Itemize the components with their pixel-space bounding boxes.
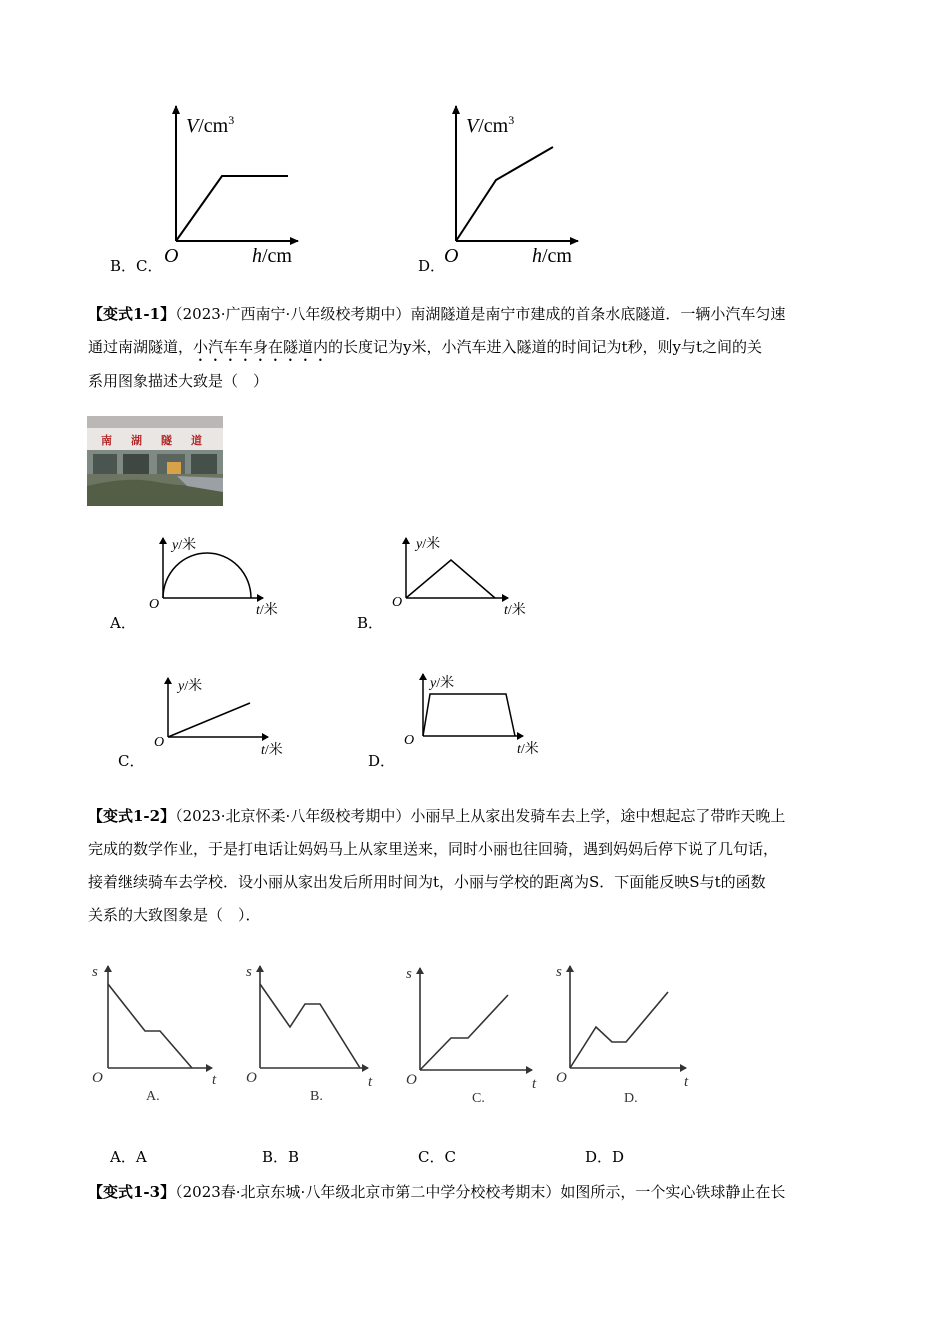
st-graph-b (244, 958, 384, 1108)
t-axis-label: t (212, 1072, 217, 1088)
graph-line (423, 694, 515, 736)
t-axis-label: t/米 (504, 603, 526, 618)
origin-label: O (556, 1070, 567, 1086)
question-source: （2023春·北京东城·八年级北京市第二中学分校校考期末） (175, 1183, 561, 1201)
st-graph-d (556, 958, 696, 1108)
answer-option-d: D．D (585, 1148, 625, 1166)
photo-sign-char: 道 (191, 435, 202, 447)
option-label-c: C． (118, 752, 145, 770)
question-tag: 【变式1-1】 (88, 305, 176, 323)
photo-sign-char: 南 (101, 435, 112, 447)
graph-line (108, 984, 192, 1068)
photo-sign-char: 湖 (131, 435, 142, 447)
origin-label: O (149, 597, 160, 612)
s-axis-label: s (246, 964, 252, 980)
origin-label: O (164, 245, 179, 267)
v-axis-label: $V/cm^3$ (186, 113, 235, 137)
origin-label: O (404, 733, 415, 748)
t-axis-label: t (368, 1074, 373, 1090)
graph-caption: C. (472, 1091, 485, 1106)
t-axis-label: t/米 (256, 603, 278, 618)
tunnel-photo (87, 416, 223, 506)
question-1-2: 【变式1-2】（2023·北京怀柔·八年级校考期中）小丽早上从家出发骑车去上学，途中想起忘了带昨天晚上 完成的数学作业，于是打电话让妈妈马上从家里送来，同时小丽也往回骑，遇到妈妈后停下说了几句话， 接着继续骑车去学校．设小丽从家出发后所用时间为t，小丽与学校的距离为S．下面能反映S与t的函数 关系的大致图象是（ ）． (88, 807, 786, 924)
photo-sign-char: 隧 (161, 435, 172, 447)
option-label-bc: B．C． (110, 257, 163, 275)
graph-line (456, 147, 553, 241)
t-axis-label: t (684, 1074, 689, 1090)
origin-label: O (392, 595, 403, 610)
s-axis-label: s (92, 964, 98, 980)
question-1-1: 【变式1-1】（2023·广西南宁·八年级校考期中）南湖隧道是南宁市建成的首条水底隧道．一辆小汽车匀速 通过南湖隧道，小汽车车身在隧道内的长度记为y米，小汽车进入隧道的时间记为t秒，则y与t之间的关 系用图象描述大致是（ ） (88, 305, 786, 390)
y-axis-label: y/米 (416, 537, 441, 552)
question-1-3: 【变式1-3】（2023春·北京东城·八年级北京市第二中学分校校考期末）如图所示，一个实心铁球静止在长 (88, 1183, 786, 1201)
question-tag: 【变式1-3】 (88, 1183, 176, 1201)
option-label-d: D． (368, 752, 396, 770)
t-axis-label: t/米 (517, 742, 539, 757)
question-source: （2023·广西南宁·八年级校考期中） (175, 305, 411, 323)
h-axis-label: h/cm (252, 245, 292, 267)
st-graph-a (88, 958, 228, 1108)
question-source: （2023·北京怀柔·八年级校考期中） (175, 807, 411, 825)
graph-option-d (403, 670, 563, 760)
origin-label: O (444, 245, 459, 267)
answer-option-c: C．C (418, 1148, 456, 1166)
origin-label: O (246, 1070, 257, 1086)
y-axis-label: y/米 (430, 676, 455, 691)
origin-label: O (406, 1072, 417, 1088)
graph-line (570, 992, 668, 1068)
option-label-d: D． (418, 257, 446, 275)
v-axis-label: $V/cm^3$ (466, 113, 515, 137)
t-axis-label: t (532, 1076, 537, 1092)
s-axis-label: s (406, 966, 412, 982)
y-axis-label: y/米 (178, 679, 203, 694)
graph-line (420, 995, 508, 1070)
graph-option-b (388, 532, 548, 622)
origin-label: O (154, 735, 165, 750)
graph-caption: A. (146, 1089, 160, 1104)
st-graph-c (404, 958, 544, 1108)
h-axis-label: h/cm (532, 245, 572, 267)
graph-line (163, 553, 251, 598)
graph-option-c (150, 672, 310, 762)
graph-option-d (430, 100, 600, 270)
y-axis-label: y/米 (172, 538, 197, 553)
graph-line (168, 703, 250, 737)
option-label-b: B． (357, 614, 384, 632)
answer-option-b: B．B (262, 1148, 300, 1166)
graph-caption: D. (624, 1091, 638, 1106)
graph-line (176, 176, 288, 241)
graph-line (260, 984, 360, 1068)
graph-caption: B. (310, 1089, 323, 1104)
graph-option-a (145, 532, 305, 622)
option-label-a: A． (110, 614, 136, 632)
question-tag: 【变式1-2】 (88, 807, 176, 825)
answer-option-a: A．A (110, 1148, 147, 1166)
s-axis-label: s (556, 964, 562, 980)
emphasized-text: 小汽车车身在隧道内 (193, 338, 329, 356)
t-axis-label: t/米 (261, 743, 283, 758)
origin-label: O (92, 1070, 103, 1086)
graph-option-c (150, 100, 320, 270)
graph-line (406, 560, 495, 598)
